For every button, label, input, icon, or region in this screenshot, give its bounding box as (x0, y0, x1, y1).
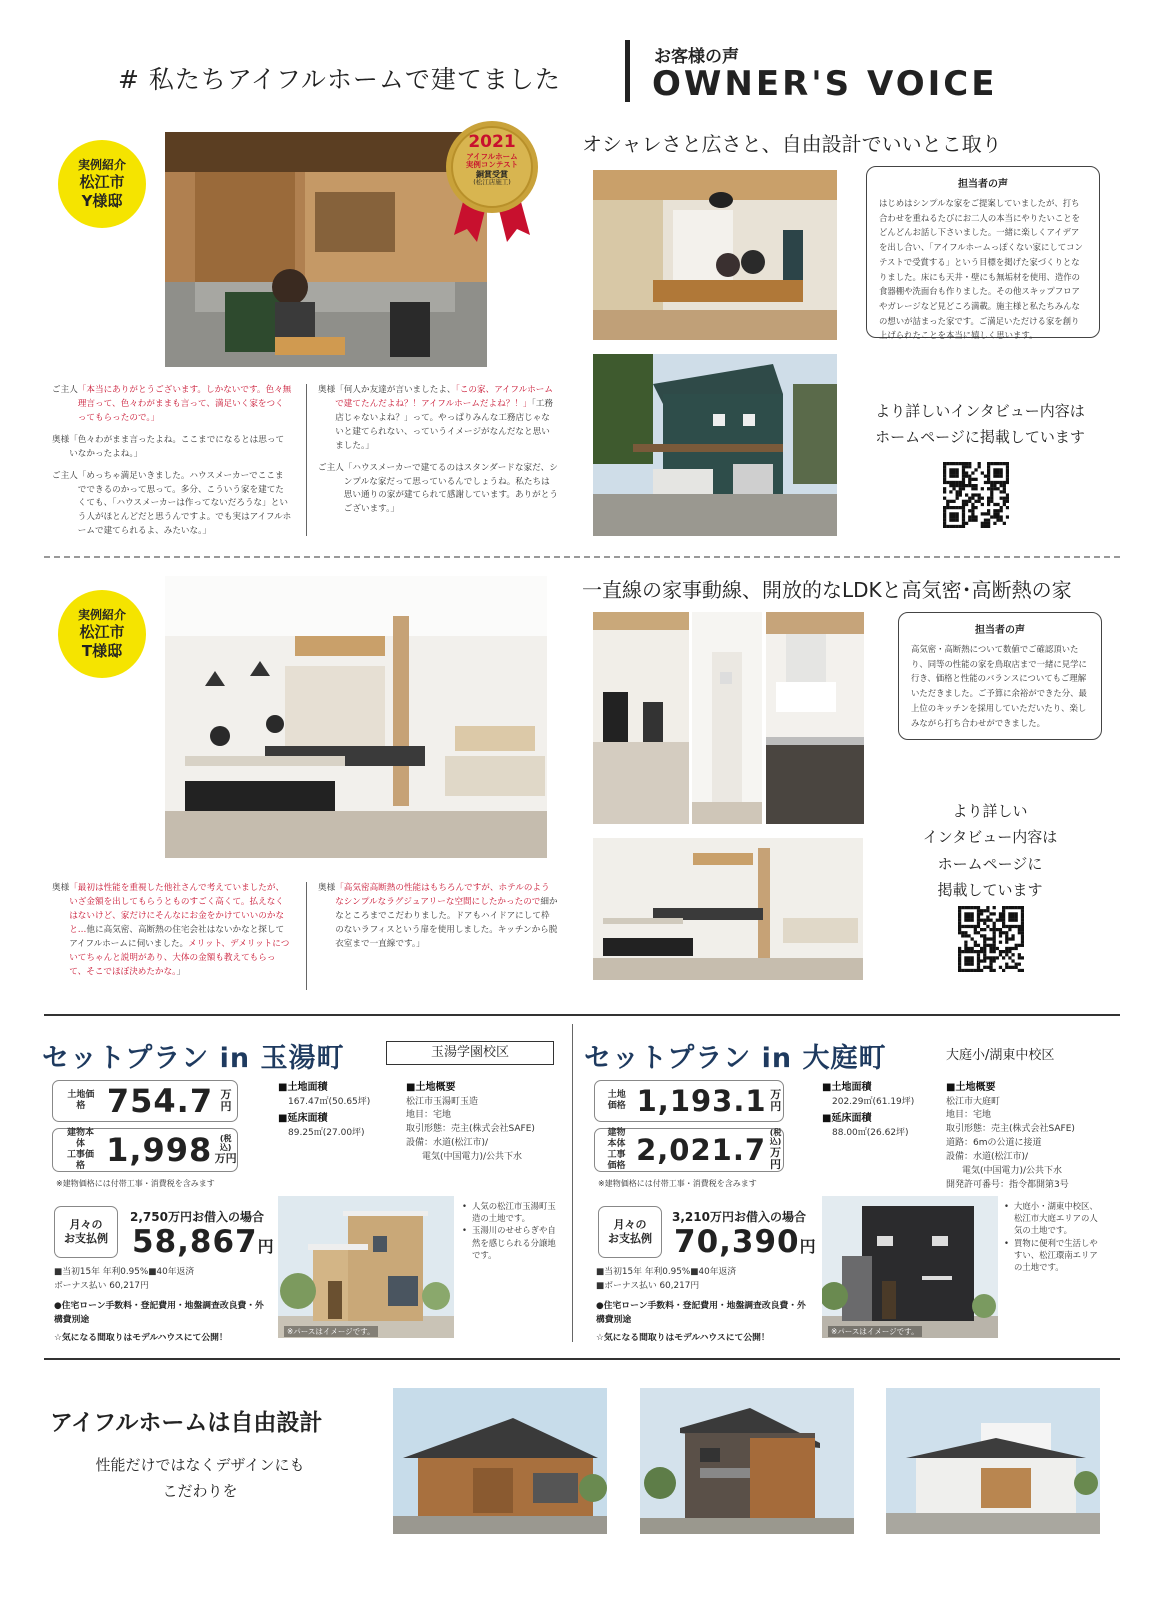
case1-dining-photo (593, 170, 837, 340)
plan1-building-price (52, 1128, 238, 1172)
plan2-areas (822, 1080, 942, 1141)
plan1-title: セットプラン in 玉湯町 (42, 1043, 345, 1074)
plan2-points (1004, 1200, 1104, 1273)
plan2-payment-label-box (598, 1206, 662, 1258)
speaker-label: 奥様 (52, 434, 70, 445)
plan1-land-price (52, 1080, 238, 1122)
plan2-bldg-label1: 建物本体 (607, 1128, 626, 1150)
plan2-land-unit: 万円 (770, 1087, 782, 1113)
plan1-house-rendering (278, 1196, 454, 1338)
case2-staff-voice (898, 612, 1102, 740)
plan2-fees: ●住宅ローン手数料・登記費用・地盤調査改良費・外構費別途 (596, 1301, 806, 1325)
plan1-floor-area-heading: ■延床面積 (278, 1113, 328, 1125)
footer-house-photo-1 (393, 1388, 607, 1534)
case1-qr-code[interactable] (943, 462, 1009, 528)
plan2-bldg-tax: (税込) (769, 1128, 782, 1146)
plan1-areas (278, 1080, 398, 1141)
plan2-summary-line: 電気(中国電力)/公共下水 (962, 1166, 1063, 1177)
case2-interview-line4: 掲載しています (937, 880, 1043, 899)
plan1-bldg-label2: 工事価格 (67, 1150, 95, 1171)
plan2-pay-label2: お支払例 (608, 1232, 652, 1245)
plan1-bldg-tax: (税込) (219, 1134, 232, 1152)
award-medal (442, 117, 542, 247)
speech-plain: 細かなところまでこだわりました。ドアもハイドアにして枠のないラフィスという扉を使用しました。キッチンから脱衣室まで一直線です。」 (335, 896, 558, 949)
plan1-perse-note: ※パースはイメージです。 (284, 1326, 378, 1337)
plan1-loan-terms1: ■当初15年 年利0.95%■40年返済 (54, 1267, 195, 1277)
case1-dialogue-right (318, 384, 558, 517)
speech-plain: 「ハウスメーカーで建てるのはスタンダードな家だ、シンプルな家だって思っているんでしょうね。私たちは思い通りの家が建てられて感謝しています。ありがとうございます。」 (343, 462, 558, 515)
case2-interview-line3: ホームページに (937, 854, 1043, 873)
case1-voice-body: はじめはシンプルな家をご提案していましたが、打ち合わせを重ねるたびにお二人の本当にやりたいことをどんどんお話し下さいました。一緒に楽しくアイデアを出し合い、「アイフルホームっぽくない家にしてコンテストで受賞する」という目標を掲げた家づくりとなりました。床にも天井・壁にも無垢材を使用、造作の食器棚や洗面台も作りました。その他スキップフロアやガレージなど見どころ満載。施主様と私たちみんなの想いが詰まった家です。ご満足いただける家を創り上げられたことを本当に嬉しく思います。 (879, 198, 1083, 341)
case1-badge (58, 140, 146, 228)
plan2-summary-line: 取引形態：売主(株式会社SAFE) (946, 1124, 1075, 1135)
plan2-building-price (594, 1128, 784, 1172)
dialogue-line (318, 384, 558, 454)
section-divider (44, 556, 1120, 558)
plan1-bldg-unit: 万円 (214, 1151, 237, 1165)
plan1-payment-label-box (54, 1206, 118, 1258)
plan2-summary-line: 設備：水道(松江市)/ (946, 1152, 1029, 1163)
plan2-land-label: 土地価格 (607, 1090, 626, 1111)
dialogue-line (318, 882, 558, 952)
plan2-summary-line: 松江市大庭町 (946, 1096, 1001, 1107)
footer-house-photo-2 (640, 1388, 854, 1534)
plan1-land-area-heading: ■土地面積 (278, 1082, 328, 1093)
speech-plain: 」 (176, 966, 186, 977)
case2-interview-line2: インタビュー内容は (922, 828, 1058, 847)
plan1-points (462, 1200, 558, 1261)
plan1-pay-label1: 月々の (69, 1217, 103, 1231)
plan2-point: • 大庭小・湖東中校区、松江市大庭エリアの人気の土地です。 (1004, 1200, 1104, 1237)
speech-plain: 「めっちゃ満足いきました。ハウスメーカーでここまでできるのかって思って。多分、こういう家を建てたくても、「ハウスメーカーは作ってないだろうな」という人がほとんどだと思うんですよ。でも実はアイフルホームで建てられるよ、みたいな。」 (77, 470, 292, 537)
speaker-label: 奥様 (318, 883, 336, 893)
speech-text (69, 434, 292, 462)
plan2-summary-line: 道路：6mの公道に接道 (946, 1138, 1042, 1149)
speech-text (344, 462, 558, 518)
case2-voice-body: 高気密・高断熱について数値でご確認頂いたり、同等の性能の家を鳥取店まで一緒に見学に行き、価格と性能のバランスについてもご理解いただきました。ご予算に余裕ができた分、最上位のキッチンを採用していただいたり、楽しみながら打ち合わせができました。 (911, 644, 1087, 728)
case2-interview-note (880, 798, 1100, 903)
case1-dialogue-left (52, 384, 292, 539)
dialogue-line (318, 462, 558, 518)
speech-text (335, 882, 558, 952)
plan1-summary-line: 電気(中国電力)/公共下水 (422, 1152, 523, 1163)
award-line2: 実例コンテスト (465, 160, 519, 170)
speech-highlight: 「この家、アイフルホームで建てたんだよね？！アイフルホームだよね？！」 (335, 385, 553, 409)
speaker-label: ご主人 (52, 470, 78, 481)
plan1-summary-line: 設備：水道(松江市)/ (406, 1138, 489, 1149)
plan2-perse-note: ※パースはイメージです。 (828, 1326, 922, 1337)
plan1-summary-heading: ■土地概要 (406, 1082, 456, 1093)
plan2-monthly-value: 70,390 (674, 1224, 800, 1260)
case2-hallway-photo (692, 612, 762, 824)
plan2-tax-note: ※建物価格には付帯工事・消費税を含みます (598, 1179, 757, 1188)
footer-title: アイフルホームは自由設計 (50, 1410, 323, 1436)
plan2-bldg-label2: 工事価格 (607, 1150, 626, 1171)
plans-divider (572, 1024, 573, 1342)
case2-dialogue-divider (306, 882, 307, 990)
case2-kitchen-photo-left (593, 612, 689, 824)
footer-line2: こだわりを (162, 1482, 238, 1501)
footer-line1: 性能だけではなくデザインにも (95, 1456, 305, 1474)
plan1-school-box: 玉湯学園校区 (386, 1041, 554, 1065)
plan1-point: • 玉湯川のせせらぎや自然を感じられる分譲地です。 (462, 1224, 558, 1261)
case2-living-photo (593, 838, 863, 980)
header-divider (625, 40, 630, 102)
plan1-summary-line: 取引形態：売主(株式会社SAFE) (406, 1124, 535, 1135)
award-line1: アイフルホーム (466, 151, 518, 161)
plan2-open-note: ☆気になる間取りはモデルハウスにて公開！ (596, 1333, 770, 1343)
case2-kitchen-photo-right (766, 612, 864, 824)
speaker-label: 奥様 (318, 385, 336, 395)
plan1-summary-line: 地目：宅地 (406, 1110, 452, 1121)
case1-exterior-photo (593, 354, 837, 536)
plan2-bldg-value: 2,021.7 (636, 1133, 767, 1167)
plan1-loan-terms2: ボーナス払い 60,217円 (54, 1280, 149, 1291)
case1-staff-voice (866, 166, 1100, 341)
speech-text (335, 384, 558, 454)
speech-plain: 「色々わがまま言ったよね。ここまでになるとは思っていなかったよね。」 (69, 434, 285, 459)
plan2-land-price (594, 1080, 784, 1122)
plan2-title: セットプラン in 大庭町 (584, 1043, 887, 1074)
plan2-land-area-heading: ■土地面積 (822, 1082, 872, 1093)
plan2-loan-text: 3,210万円お借入の場合 (672, 1210, 806, 1224)
speech-plain: 「工務店じゃないよね？」って。やっぱりみんな工務店じゃないと建てられない、っていうイメージがなんだなと思いました。」 (335, 398, 553, 451)
plan2-house-rendering (822, 1196, 998, 1338)
header-subtitle: お客様の声 (654, 47, 739, 67)
case2-ldk-photo (165, 576, 547, 858)
plan1-monthly-unit: 円 (257, 1237, 274, 1256)
plan2-point: • 買物に便利で生活しやすい、松江環南エリアの土地です。 (1004, 1237, 1104, 1274)
speech-text (69, 882, 292, 979)
case1-garage-photo (165, 132, 487, 367)
dialogue-line (52, 434, 292, 462)
plan2-monthly-unit: 円 (799, 1237, 816, 1256)
plan1-bldg-label1: 建物本体 (67, 1128, 95, 1150)
case2-qr-code[interactable] (958, 906, 1024, 972)
speech-highlight: 「最初は性能を重視した他社さんで考えていましたが、いざ金額を出してもらうとものすごく高くて。払えなくはないけど、家だけにそんなにお金をかけていいのかなと… (69, 883, 285, 935)
speaker-label: ご主人 (318, 462, 344, 473)
plan1-land-label: 土地価格 (67, 1090, 95, 1111)
case2-voice-title: 担当者の声 (975, 625, 1025, 636)
case2-badge-owner: T様邸 (81, 641, 123, 660)
plan1-fees: ●住宅ローン手数料・登記費用・地盤調査改良費・外構費別途 (54, 1301, 264, 1325)
speaker-label: ご主人 (52, 385, 78, 395)
footer-message (50, 1452, 350, 1505)
plan2-school: 大庭小/湖東中校区 (946, 1048, 1055, 1063)
plan1-land-value: 754.7 (106, 1082, 214, 1120)
award-year: 2021 (468, 132, 516, 152)
case1-badge-label: 実例紹介 (77, 157, 126, 172)
plan2-summary-heading: ■土地概要 (946, 1082, 996, 1093)
speech-highlight: 「高気密高断熱の性能はもちろんですが、ホテルのようなシンプルなラグジュアリーな空間にしたかったので (335, 883, 550, 907)
dialogue-line (52, 882, 292, 979)
case1-badge-owner: Y様邸 (81, 191, 123, 210)
case2-dialogue-left (52, 882, 292, 979)
plan1-land-unit: 万円 (220, 1087, 232, 1113)
plan1-summary (406, 1080, 566, 1165)
case1-interview-note (858, 398, 1102, 451)
case1-headline: オシャレさと広さと、自由設計でいいとこ取り (582, 132, 1002, 156)
speech-plain: 他に高気密、高断熱の住宅会社はないかなと探してアイフルホームに伺いました。 (69, 924, 285, 949)
page-title: # 私たちアイフルホームで建てました (118, 65, 561, 94)
case1-badge-city: 松江市 (79, 172, 125, 191)
plan1-bldg-value: 1,998 (106, 1131, 213, 1169)
plan2-summary (946, 1080, 1106, 1193)
speech-highlight: メリット、デメリットについてちゃんと説明があり、大体の金額も教えてもらって、そこでほぼ決めたかな。 (69, 938, 290, 977)
plan2-summary-line: 開発許可番号：指令都開第3号 (946, 1180, 1069, 1191)
speaker-label: 奥様 (52, 883, 70, 893)
speech-plain: 「何人か友達が言いましたよ、 (335, 385, 456, 395)
award-line4: (松江店施工) (473, 177, 511, 186)
plan2-land-value: 1,193.1 (636, 1084, 767, 1118)
case2-badge-label: 実例紹介 (77, 607, 126, 622)
case2-interview-line1: より詳しい (952, 802, 1028, 820)
plan1-monthly-value: 58,867 (132, 1224, 258, 1260)
speech-text (78, 470, 292, 540)
case1-interview-line2: ホームページに掲載しています (875, 428, 1085, 447)
award-line3: 銅賞受賞 (476, 169, 508, 179)
case2-dialogue-right (318, 882, 558, 952)
dialogue-line (52, 470, 292, 540)
plan2-floor-area: 88.00㎡(26.62坪) (832, 1127, 909, 1138)
plan1-floor-area: 89.25㎡(27.00坪) (288, 1127, 365, 1138)
plan2-land-area: 202.29㎡(61.19坪) (832, 1096, 915, 1107)
plan2-loan-terms1: ■当初15年 年利0.95%■40年返済 (596, 1267, 737, 1277)
plan2-floor-area-heading: ■延床面積 (822, 1113, 872, 1125)
speech-text (78, 384, 292, 426)
plan1-tax-note: ※建物価格には付帯工事・消費税を含みます (56, 1179, 215, 1188)
plan1-open-note: ☆気になる間取りはモデルハウスにて公開！ (54, 1333, 228, 1343)
plan1-summary-line: 松江市玉湯町玉造 (406, 1096, 479, 1107)
section-divider-footer (44, 1358, 1120, 1360)
case1-interview-line1: より詳しいインタビュー内容は (875, 402, 1085, 420)
dialogue-line (52, 384, 292, 426)
plan1-point: • 人気の松江市玉湯町玉造の土地です。 (462, 1200, 558, 1224)
section-divider-plans (44, 1014, 1120, 1016)
case2-headline: 一直線の家事動線、開放的なLDKと高気密･高断熱の家 (582, 578, 1072, 602)
header-title: OWNER'S VOICE (652, 64, 998, 104)
plan1-loan-text: 2,750万円お借入の場合 (130, 1210, 264, 1224)
case2-badge (58, 590, 146, 678)
plan2-monthly (674, 1224, 816, 1260)
plan1-monthly (132, 1224, 274, 1260)
plan2-bldg-unit: 万円 (770, 1145, 782, 1171)
case1-voice-title: 担当者の声 (958, 179, 1008, 190)
plan1-land-area: 167.47㎡(50.65坪) (288, 1096, 371, 1107)
plan2-loan-terms (596, 1266, 816, 1293)
plan2-pay-label1: 月々の (613, 1217, 647, 1231)
case1-dialogue-divider (306, 384, 307, 536)
plan1-pay-label2: お支払例 (64, 1232, 108, 1245)
plan2-summary-line: 地目：宅地 (946, 1110, 992, 1121)
plan2-loan-terms2: ■ボーナス払い 60,217円 (596, 1280, 700, 1291)
plan1-loan-terms (54, 1266, 274, 1293)
speech-highlight: 「本当にありがとうございます。しかないです。色々無理言って、色々わがままも言って、満足いく家をつくってもらったので。」 (77, 385, 292, 423)
footer-house-photo-3 (886, 1388, 1100, 1534)
case2-badge-city: 松江市 (79, 622, 125, 641)
